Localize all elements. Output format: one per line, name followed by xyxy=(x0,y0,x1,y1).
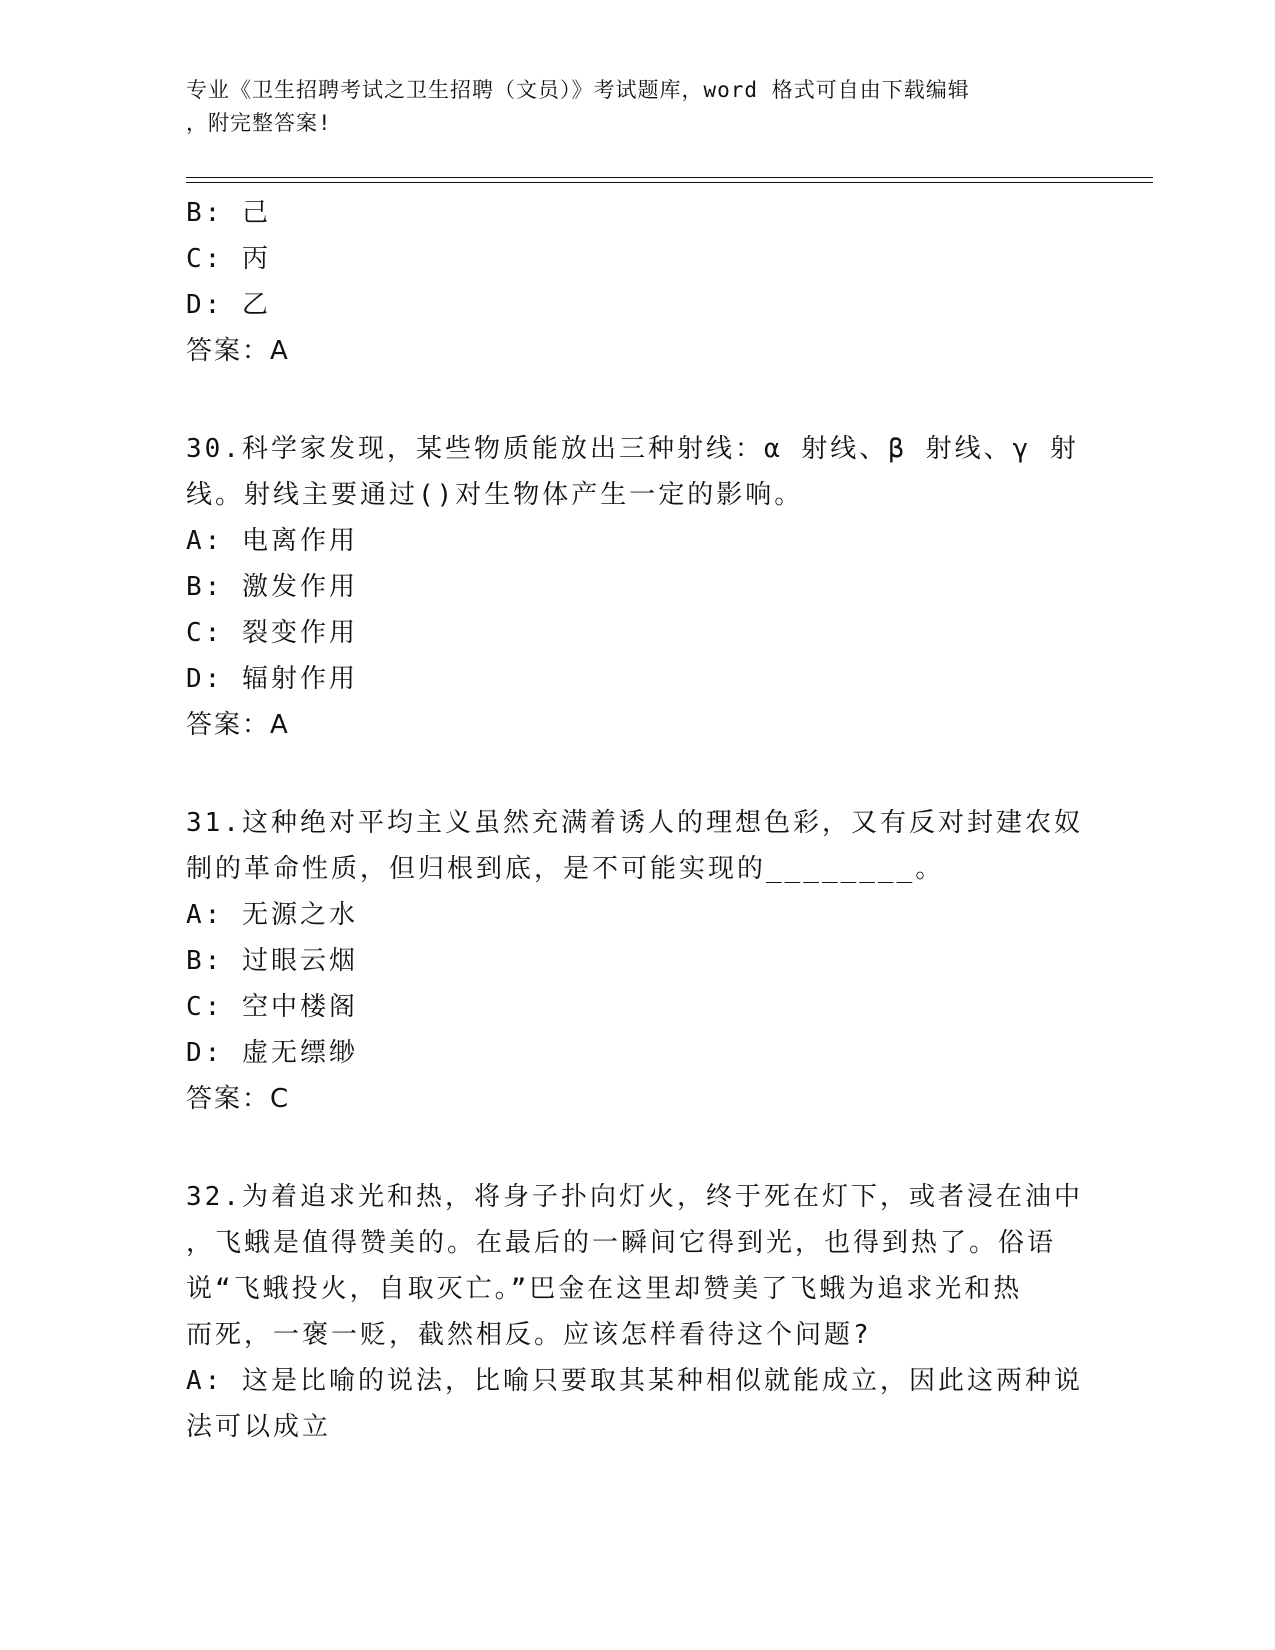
option-c: C: 丙 xyxy=(186,244,271,274)
answer-line: 答案：A xyxy=(186,710,290,740)
header-divider-bottom xyxy=(186,182,1153,183)
option-b: B: 己 xyxy=(186,198,271,228)
option-a: A: 无源之水 xyxy=(186,900,358,930)
answer-line: 答案：C xyxy=(186,1084,291,1114)
option-d: D: 辐射作用 xyxy=(186,664,358,694)
option-b: B: 激发作用 xyxy=(186,572,358,602)
question-30 xyxy=(186,426,1079,748)
option-c: C: 空中楼阁 xyxy=(186,992,358,1022)
question-text-line: 而死，一褒一贬，截然相反。应该怎样看待这个问题? xyxy=(186,1320,872,1350)
option-a: A: 电离作用 xyxy=(186,526,358,556)
header-line-1: 专业《卫生招聘考试之卫生招聘（文员）》考试题库，word 格式可自由下载编辑 xyxy=(186,78,970,102)
question-text-line: 制的革命性质，但归根到底，是不可能实现的________。 xyxy=(186,854,945,884)
option-d: D: 乙 xyxy=(186,290,271,320)
question-32 xyxy=(186,1174,1083,1450)
question-text-line: 31.这种绝对平均主义虽然充满着诱人的理想色彩，又有反对封建农奴 xyxy=(186,808,1083,838)
option-d: D: 虚无缥缈 xyxy=(186,1038,358,1068)
previous-question-tail xyxy=(186,190,1076,374)
question-31 xyxy=(186,800,1083,1122)
answer-line: 答案：A xyxy=(186,336,290,366)
question-text-line: 线。射线主要通过()对生物体产生一定的影响。 xyxy=(186,480,804,510)
option-a-line: 法可以成立 xyxy=(186,1412,332,1442)
document-header xyxy=(186,74,1066,140)
header-divider-top xyxy=(186,177,1153,178)
question-text-line: 30.科学家发现，某些物质能放出三种射线：α 射线、β 射线、γ 射 xyxy=(186,434,1079,464)
question-content xyxy=(186,190,1083,1450)
question-text-line: 32.为着追求光和热，将身子扑向灯火，终于死在灯下，或者浸在油中 xyxy=(186,1182,1083,1212)
header-line-2: ，附完整答案! xyxy=(186,111,332,135)
option-c: C: 裂变作用 xyxy=(186,618,358,648)
option-a-line: A: 这是比喻的说法，比喻只要取其某种相似就能成立，因此这两种说 xyxy=(186,1366,1083,1396)
question-text-line: ，飞蛾是值得赞美的。在最后的一瞬间它得到光，也得到热了。俗语 xyxy=(186,1228,1057,1258)
question-text-line: 说“飞蛾投火，自取灭亡。”巴金在这里却赞美了飞蛾为追求光和热 xyxy=(186,1274,1023,1304)
option-b: B: 过眼云烟 xyxy=(186,946,358,976)
